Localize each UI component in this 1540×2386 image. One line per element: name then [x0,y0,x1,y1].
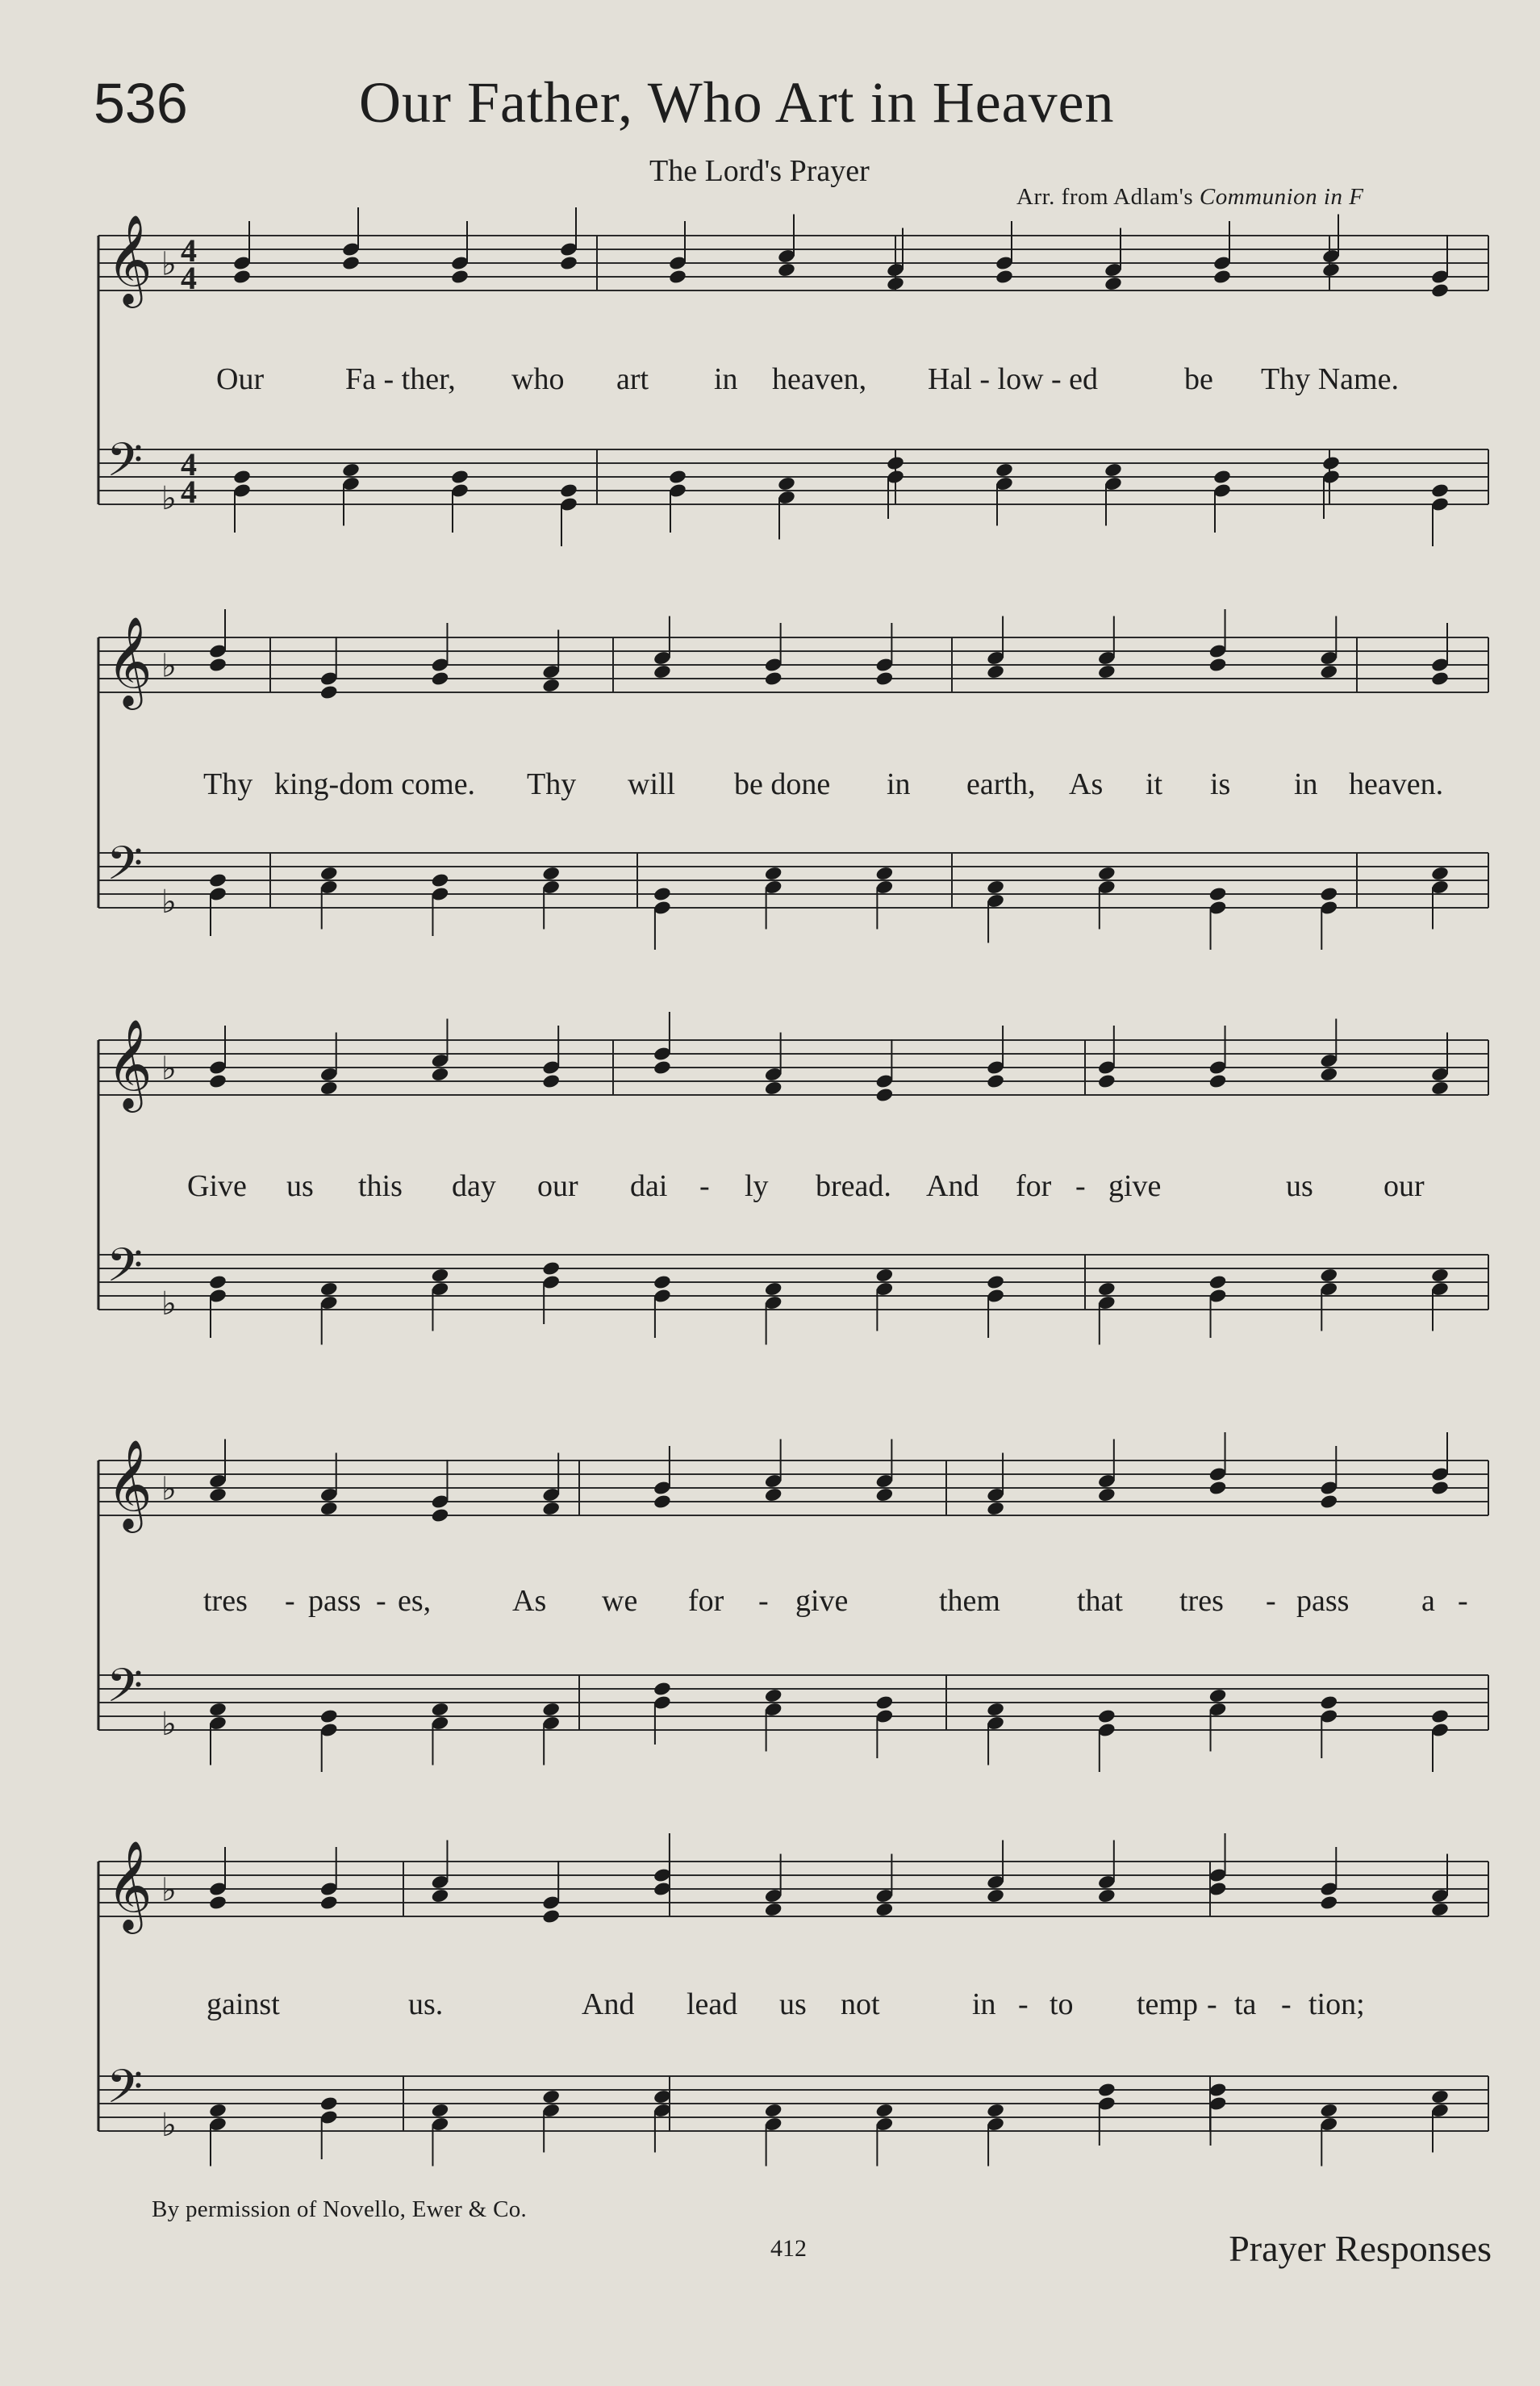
chord [777,476,796,540]
chord [653,1833,672,1897]
chord [995,462,1014,526]
chord [319,1453,339,1517]
lyric-syllable: bread. [816,1169,891,1203]
chord [541,2089,561,2153]
chord [1319,1694,1338,1758]
lyric-syllable: - [1266,1584,1276,1618]
bass-clef-icon: 𝄢 [106,1658,144,1724]
lyric-line-1 [0,361,1540,402]
chord [1097,2082,1116,2146]
chord [319,2096,339,2159]
chord [653,1681,672,1745]
lyric-syllable: - [1207,1987,1217,2021]
chord [431,1702,450,1765]
lyric-syllable: dai [630,1169,668,1203]
chord [431,1268,450,1331]
chord [208,1274,227,1338]
chord [341,462,361,526]
bass-staff [98,836,1488,921]
chord [341,207,361,271]
lyric-syllable: it [1146,767,1163,801]
chord [319,637,339,700]
treble-clef-icon: 𝄞 [106,616,152,706]
treble-staff [98,1018,1488,1113]
lyric-syllable: tres [203,1584,248,1618]
lyric-syllable: them [939,1584,1000,1618]
chord [986,1026,1005,1089]
chord [1212,221,1232,285]
bass-clef-icon: 𝄢 [106,432,144,499]
chord [986,1702,1005,1765]
lyric-syllable: - [758,1584,769,1618]
chord [208,609,227,673]
chord [1321,455,1341,519]
time-signature-bottom: 4 [181,474,197,510]
chord [764,1281,783,1345]
lyric-syllable: we [602,1584,638,1618]
chord [1319,1446,1338,1510]
lyric-line-3 [0,1168,1540,1209]
chord [541,1702,561,1765]
flat-icon: ♭ [161,1470,177,1508]
bass-staff [98,2059,1488,2144]
permission-notice: By permission of Novello, Ewer & Co. [152,2196,528,2222]
lyric-syllable: - [699,1169,710,1203]
chord [431,1841,450,1904]
lyric-syllable: As [1069,767,1104,801]
lyric-syllable: Thy [527,767,577,801]
chord [1319,2103,1338,2167]
chord [1319,1847,1338,1911]
lyric-syllable: will [628,767,676,801]
flat-icon: ♭ [161,480,177,517]
chord [319,1708,339,1772]
hymn-subtitle: The Lord's Prayer [649,154,870,188]
lyric-syllable: lead [687,1987,738,2021]
lyric-syllable: king-dom come. [274,767,476,801]
lyric-syllable: As [512,1584,547,1618]
chord [875,1268,895,1331]
lyric-syllable: in [714,362,738,396]
chord [208,1847,227,1911]
chord [1319,1019,1338,1083]
treble-staff [98,616,1488,710]
chord [541,630,561,694]
chord [1430,235,1450,299]
chord [764,1033,783,1097]
chord [1097,616,1116,680]
chord [1097,866,1116,930]
treble-clef-icon: 𝄞 [106,1018,152,1109]
chord [764,1688,783,1752]
lyric-syllable: Fa - ther, [345,362,456,396]
chord [986,1274,1005,1338]
bass-staff [98,1658,1488,1743]
lyric-syllable: - [1281,1987,1292,2021]
lyric-syllable: Thy Name. [1261,362,1399,396]
lyric-syllable: for [1016,1169,1052,1203]
chord [232,221,252,285]
lyric-syllable: ta [1234,1987,1257,2021]
flat-icon: ♭ [161,2107,177,2144]
flat-icon: ♭ [161,884,177,921]
chord [764,866,783,930]
lyric-syllable: not [841,1987,880,2021]
chord [559,207,578,271]
lyric-line-5 [0,1987,1540,2027]
chord [1319,616,1338,680]
lyric-syllable: art [616,362,649,396]
chord [668,469,687,533]
time-signature-top: 4 [181,446,197,483]
chord [208,1026,227,1089]
bass-clef-icon: 𝄢 [106,836,144,902]
arrangement-prefix: Arr. from Adlam's [1016,184,1200,210]
chord [653,1274,672,1338]
chord [431,2103,450,2167]
chord [1430,1708,1450,1772]
lyric-syllable: And [582,1987,635,2021]
chord [1208,886,1228,950]
chord [875,1694,895,1758]
lyric-syllable: be done [734,767,831,801]
lyric-syllable: is [1210,767,1231,801]
lyric-syllable: gainst [207,1987,280,2021]
chord [1208,2082,1228,2146]
chord [986,616,1005,680]
lyric-syllable: - [1458,1584,1468,1618]
chord [319,1847,339,1911]
chord [875,1854,895,1918]
lyric-syllable: us [779,1987,807,2021]
chord [208,2103,227,2167]
chord [1097,1440,1116,1503]
chord [541,866,561,930]
chord [1208,1833,1228,1897]
chord [995,221,1014,285]
chord [541,1260,561,1324]
lyric-syllable: us [1286,1169,1313,1203]
chord [1430,483,1450,546]
chord [1430,1432,1450,1496]
section-name: Prayer Responses [1229,2228,1492,2269]
chord [668,221,687,285]
chord [875,1039,895,1103]
lyric-syllable: day [452,1169,496,1203]
lyric-syllable: in [1294,767,1318,801]
chord [653,1446,672,1510]
chord [1430,623,1450,687]
flat-icon: ♭ [161,1050,177,1088]
chord [1208,1026,1228,1089]
lyric-syllable: And [926,1169,979,1203]
chord [541,1453,561,1517]
chord [431,623,450,687]
chord [541,1026,561,1089]
flat-icon: ♭ [161,647,177,685]
lyric-syllable: in [887,767,911,801]
lyric-syllable: - [1018,1987,1029,2021]
chord [1097,1026,1116,1089]
chord [986,1453,1005,1517]
chord [1319,886,1338,950]
chord [1097,1708,1116,1772]
chord [875,1440,895,1503]
time-signature-bottom: 4 [181,260,197,296]
chord [1208,1688,1228,1752]
chord [1430,1854,1450,1918]
lyric-syllable: ly [745,1169,769,1203]
treble-clef-icon: 𝄞 [106,1840,152,1930]
lyric-syllable: our [1383,1169,1425,1203]
flat-icon: ♭ [161,1871,177,1909]
chord [875,2103,895,2167]
chord [1097,1281,1116,1345]
chord [1430,1268,1450,1331]
chord [319,1281,339,1345]
chord [1104,462,1123,526]
lyric-syllable: for [688,1584,724,1618]
lyric-syllable: es, [398,1584,432,1618]
lyric-syllable: in [972,1987,996,2021]
chord [431,872,450,936]
flat-icon: ♭ [161,1285,177,1323]
chord [875,866,895,930]
lyric-syllable: Give [187,1169,247,1203]
lyric-syllable: heaven. [1349,767,1444,801]
page-number: 412 [770,2235,807,2262]
chord [319,1033,339,1097]
chord [1104,228,1123,292]
chord [541,1861,561,1924]
lyric-syllable: tres [1179,1584,1224,1618]
chord [1208,609,1228,673]
lyric-syllable: Thy [203,767,253,801]
lyric-syllable: pass [308,1584,361,1618]
lyric-syllable: - [376,1584,386,1618]
bass-staff [98,432,1488,517]
chord [764,623,783,687]
lyric-syllable: this [358,1169,403,1203]
chord [986,880,1005,943]
lyric-syllable: give [795,1584,849,1618]
lyric-syllable: - [1075,1169,1086,1203]
hymn-number: 536 [94,72,188,135]
treble-clef-icon: 𝄞 [106,214,152,304]
bass-clef-icon: 𝄢 [106,1238,144,1304]
chord [777,215,796,278]
lyric-syllable: a [1421,1584,1435,1618]
chord [1319,1268,1338,1331]
lyric-syllable: - [285,1584,295,1618]
chord [559,483,578,546]
lyric-syllable: be [1184,362,1213,396]
chord [1208,1274,1228,1338]
chord [764,1440,783,1503]
lyric-syllable: that [1077,1584,1123,1618]
bass-staff [98,1238,1488,1323]
lyric-syllable: who [511,362,565,396]
chord [1430,2089,1450,2153]
chord [1208,1432,1228,1496]
flat-icon: ♭ [161,245,177,283]
chord [653,886,672,950]
chord [431,1460,450,1523]
lyric-syllable: heaven, [772,362,867,396]
chord [875,623,895,687]
chord [653,616,672,680]
lyric-syllable: our [537,1169,578,1203]
hymn-title: Our Father, Who Art in Heaven [359,70,1115,135]
chord [232,469,252,533]
lyric-syllable: temp [1137,1987,1198,2021]
flat-icon: ♭ [161,1706,177,1743]
time-signature-top: 4 [181,232,197,269]
chord [450,469,470,533]
chord [319,866,339,930]
lyric-syllable: us. [408,1987,444,2021]
chord [208,1702,227,1765]
lyric-syllable: earth, [966,767,1036,801]
lyric-syllable: to [1050,1987,1074,2021]
lyric-syllable: Hal - low - ed [928,362,1099,396]
chord [986,2103,1005,2167]
lyric-line-4 [0,1583,1540,1623]
treble-staff [98,1840,1488,1934]
chord [1430,866,1450,930]
chord [1212,469,1232,533]
chord [1321,215,1341,278]
chord [986,1841,1005,1904]
chord [450,221,470,285]
lyric-syllable: tion; [1308,1987,1365,2021]
treble-clef-icon: 𝄞 [106,1439,152,1529]
lyric-syllable: give [1108,1169,1162,1203]
treble-staff [98,1439,1488,1533]
chord [764,1854,783,1918]
chord [653,1012,672,1076]
chord [1430,1033,1450,1097]
lyric-syllable: Our [216,362,265,396]
chord [208,872,227,936]
chord [208,1440,227,1503]
bass-clef-icon: 𝄢 [106,2059,144,2125]
chord [764,2103,783,2167]
lyric-syllable: pass [1296,1584,1350,1618]
chord [1097,1841,1116,1904]
lyric-line-2 [0,767,1540,807]
lyric-syllable: us [286,1169,314,1203]
chord [431,1019,450,1083]
arrangement-work: Communion in F [1199,184,1364,210]
